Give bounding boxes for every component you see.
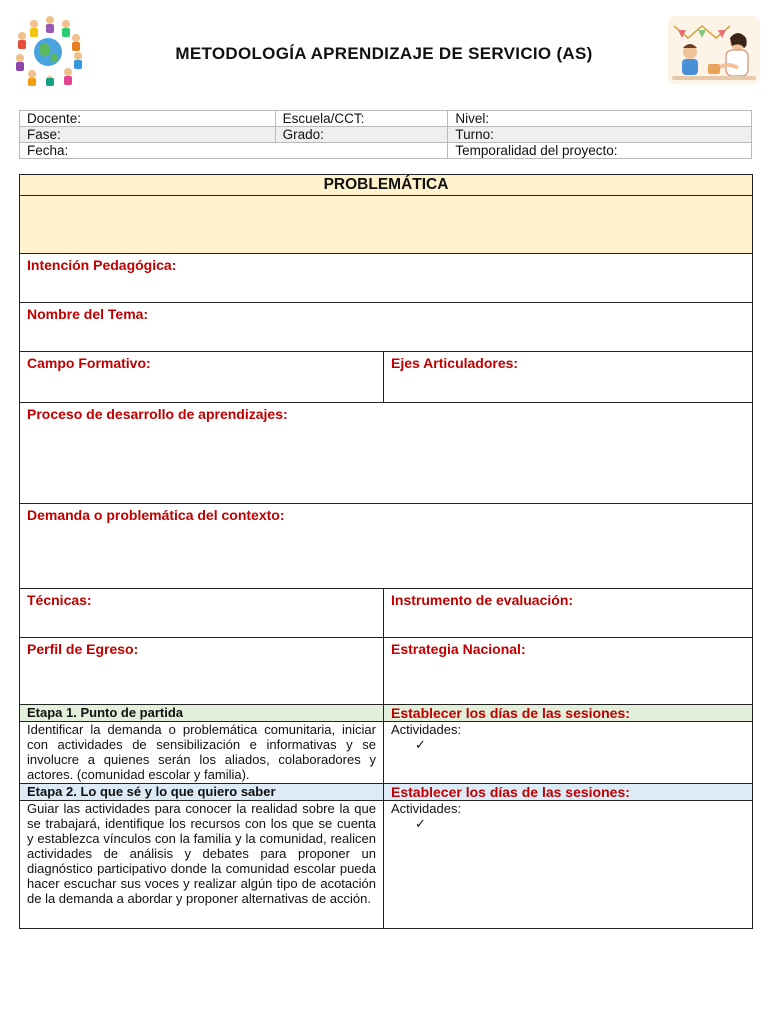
problematica-input[interactable] bbox=[20, 196, 753, 254]
fase-field[interactable]: Fase: bbox=[20, 127, 276, 143]
etapa-2-sessions-label[interactable]: Establecer los días de las sesiones: bbox=[384, 784, 753, 801]
etapa-2-activities[interactable] bbox=[384, 801, 753, 929]
nombre-tema-field[interactable]: Nombre del Tema: bbox=[20, 303, 753, 352]
check-icon: ✓ bbox=[415, 816, 426, 831]
grado-field[interactable]: Grado: bbox=[275, 127, 448, 143]
nivel-field[interactable]: Nivel: bbox=[448, 111, 752, 127]
campo-formativo-field[interactable]: Campo Formativo: bbox=[20, 352, 384, 403]
problematica-header: PROBLEMÁTICA bbox=[20, 175, 753, 196]
check-icon: ✓ bbox=[415, 737, 426, 752]
etapa-1-activities-label: Actividades: bbox=[391, 722, 462, 737]
docente-field[interactable]: Docente: bbox=[20, 111, 276, 127]
proceso-desarrollo-field[interactable]: Proceso de desarrollo de aprendizajes: bbox=[20, 403, 753, 504]
etapa-2-description: Guiar las actividades para conocer la realidad sobre la que se trabajará, identifique los recursos con los que se cuenta y establezca vínculos con la familia y la comunidad, realicen actividades de análisis y debates para proponer un diagnóstico participativo donde la comunidad escolar pueda hacer escuchar sus voces y realizar algún tipo de acotación de la demanda a abordar y proponer alternativas de acción. bbox=[20, 801, 384, 929]
tecnicas-field[interactable]: Técnicas: bbox=[20, 589, 384, 638]
children-globe-logo-icon bbox=[8, 12, 88, 88]
teacher-child-illustration-icon bbox=[668, 16, 760, 84]
planning-table bbox=[19, 174, 753, 929]
page-title: METODOLOGÍA APRENDIZAJE DE SERVICIO (AS) bbox=[175, 44, 593, 63]
escuela-cct-field[interactable]: Escuela/CCT: bbox=[275, 111, 448, 127]
fecha-field[interactable]: Fecha: bbox=[20, 143, 448, 159]
instrumento-evaluacion-field[interactable]: Instrumento de evaluación: bbox=[384, 589, 753, 638]
turno-field[interactable]: Turno: bbox=[448, 127, 752, 143]
etapa-2-title: Etapa 2. Lo que sé y lo que quiero saber bbox=[20, 784, 384, 801]
etapa-1-sessions-label[interactable]: Establecer los días de las sesiones: bbox=[384, 705, 753, 722]
intencion-pedagogica-field[interactable]: Intención Pedagógica: bbox=[20, 254, 753, 303]
etapa-1-title: Etapa 1. Punto de partida bbox=[20, 705, 384, 722]
ejes-articuladores-field[interactable]: Ejes Articuladores: bbox=[384, 352, 753, 403]
temporalidad-field[interactable]: Temporalidad del proyecto: bbox=[448, 143, 752, 159]
demanda-contexto-field[interactable]: Demanda o problemática del contexto: bbox=[20, 504, 753, 589]
etapa-1-description: Identificar la demanda o problemática comunitaria, iniciar con actividades de sensibilización e informativas y se involucre a quienes serán los aliados, colaboradores y actores. (comunidad escolar y familia). bbox=[20, 722, 384, 784]
teacher-info-table bbox=[19, 110, 752, 159]
perfil-egreso-field[interactable]: Perfil de Egreso: bbox=[20, 638, 384, 705]
estrategia-nacional-field[interactable]: Estrategia Nacional: bbox=[384, 638, 753, 705]
etapa-1-activities[interactable] bbox=[384, 722, 753, 784]
etapa-2-activities-label: Actividades: bbox=[391, 801, 462, 816]
